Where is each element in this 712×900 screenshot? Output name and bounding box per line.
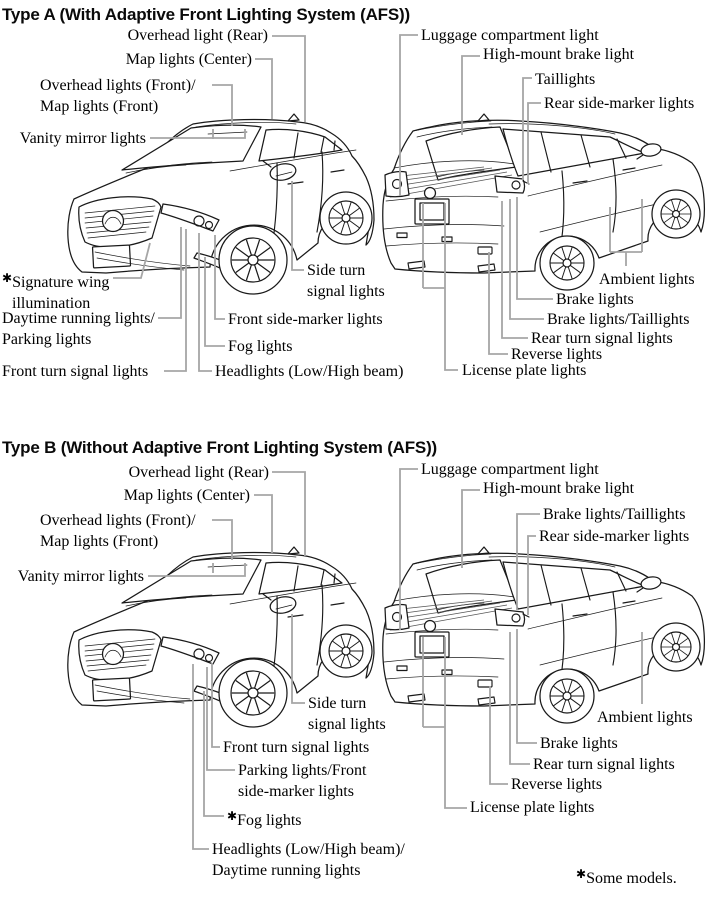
label-parking-front-side-marker-lights: Parking lights/Front side-marker lights (238, 762, 367, 800)
label-high-mount-brake-light: High-mount brake light (483, 46, 635, 63)
label-map-lights-center: Map lights (Center) (123, 487, 250, 504)
label-front-side-marker-lights: Front side-marker lights (228, 311, 383, 328)
label-fog-lights: Fog lights (228, 338, 293, 355)
label-brake-lights-taillights: Brake lights/Taillights (547, 311, 690, 328)
leader-map-center (255, 59, 272, 119)
type-b-rear-car (383, 547, 705, 723)
label-reverse-lights: Reverse lights (511, 346, 603, 363)
leader-map-center (254, 495, 272, 553)
leader-overhead-rear (272, 36, 305, 122)
type-a-rear-car (383, 114, 705, 290)
label-vanity-mirror-lights: Vanity mirror lights (19, 130, 146, 147)
label-license-plate-lights: License plate lights (462, 362, 587, 379)
label-overhead-lights-front: Overhead lights (Front)/ Map lights (Front) (40, 512, 196, 550)
label-luggage-compartment-light: Luggage compartment light (421, 461, 599, 478)
label-high-mount-brake-light: High-mount brake light (483, 480, 635, 497)
footnote-some-models: ✱Some models. (576, 867, 677, 887)
label-brake-lights: Brake lights (556, 291, 634, 308)
label-side-turn-signal-lights: Side turn signal lights (308, 695, 386, 733)
label-overhead-light-rear: Overhead light (Rear) (128, 464, 269, 481)
label-rear-side-marker-lights: Rear side-marker lights (539, 528, 690, 545)
label-rear-turn-signal-lights: Rear turn signal lights (531, 330, 673, 347)
label-rear-turn-signal-lights: Rear turn signal lights (533, 756, 675, 773)
label-reverse-lights: Reverse lights (511, 776, 603, 793)
label-overhead-light-rear: Overhead light (Rear) (127, 27, 268, 44)
label-ambient-lights: Ambient lights (597, 709, 693, 726)
leader-overhead-rear (272, 472, 305, 556)
label-daytime-running-parking-lights: Daytime running lights/ Parking lights (2, 310, 155, 348)
label-vanity-mirror-lights: Vanity mirror lights (17, 568, 144, 585)
label-luggage-compartment-light: Luggage compartment light (421, 27, 599, 44)
label-rear-side-marker-lights: Rear side-marker lights (544, 95, 695, 112)
label-brake-lights: Brake lights (540, 735, 618, 752)
label-map-lights-center: Map lights (Center) (125, 51, 252, 68)
label-front-turn-signal-lights: Front turn signal lights (223, 739, 370, 756)
asterisk-marker: ✱ (576, 867, 587, 881)
type-b-heading: Type B (Without Adaptive Front Lighting System (AFS)) (2, 438, 437, 457)
label-ambient-lights: Ambient lights (599, 271, 695, 288)
asterisk-marker: ✱ (2, 271, 13, 285)
asterisk-marker: ✱ (227, 809, 238, 823)
label-headlights-daytime-running-lights: Headlights (Low/High beam)/ Daytime running lights (212, 841, 405, 879)
label-side-turn-signal-lights: Side turn signal lights (307, 262, 385, 300)
type-a-heading: Type A (With Adaptive Front Lighting System (AFS)) (2, 5, 410, 24)
label-front-turn-signal-lights: Front turn signal lights (2, 363, 149, 380)
label-taillights: Taillights (535, 71, 596, 88)
label-overhead-lights-front: Overhead lights (Front)/ Map lights (Front) (40, 77, 196, 115)
label-headlights: Headlights (Low/High beam) (215, 363, 404, 380)
label-brake-lights-taillights: Brake lights/Taillights (543, 506, 686, 523)
label-license-plate-lights: License plate lights (470, 799, 595, 816)
label-fog-lights: ✱Fog lights (227, 809, 302, 829)
label-signature-wing-illumination: ✱Signature wing illumination (2, 271, 110, 312)
